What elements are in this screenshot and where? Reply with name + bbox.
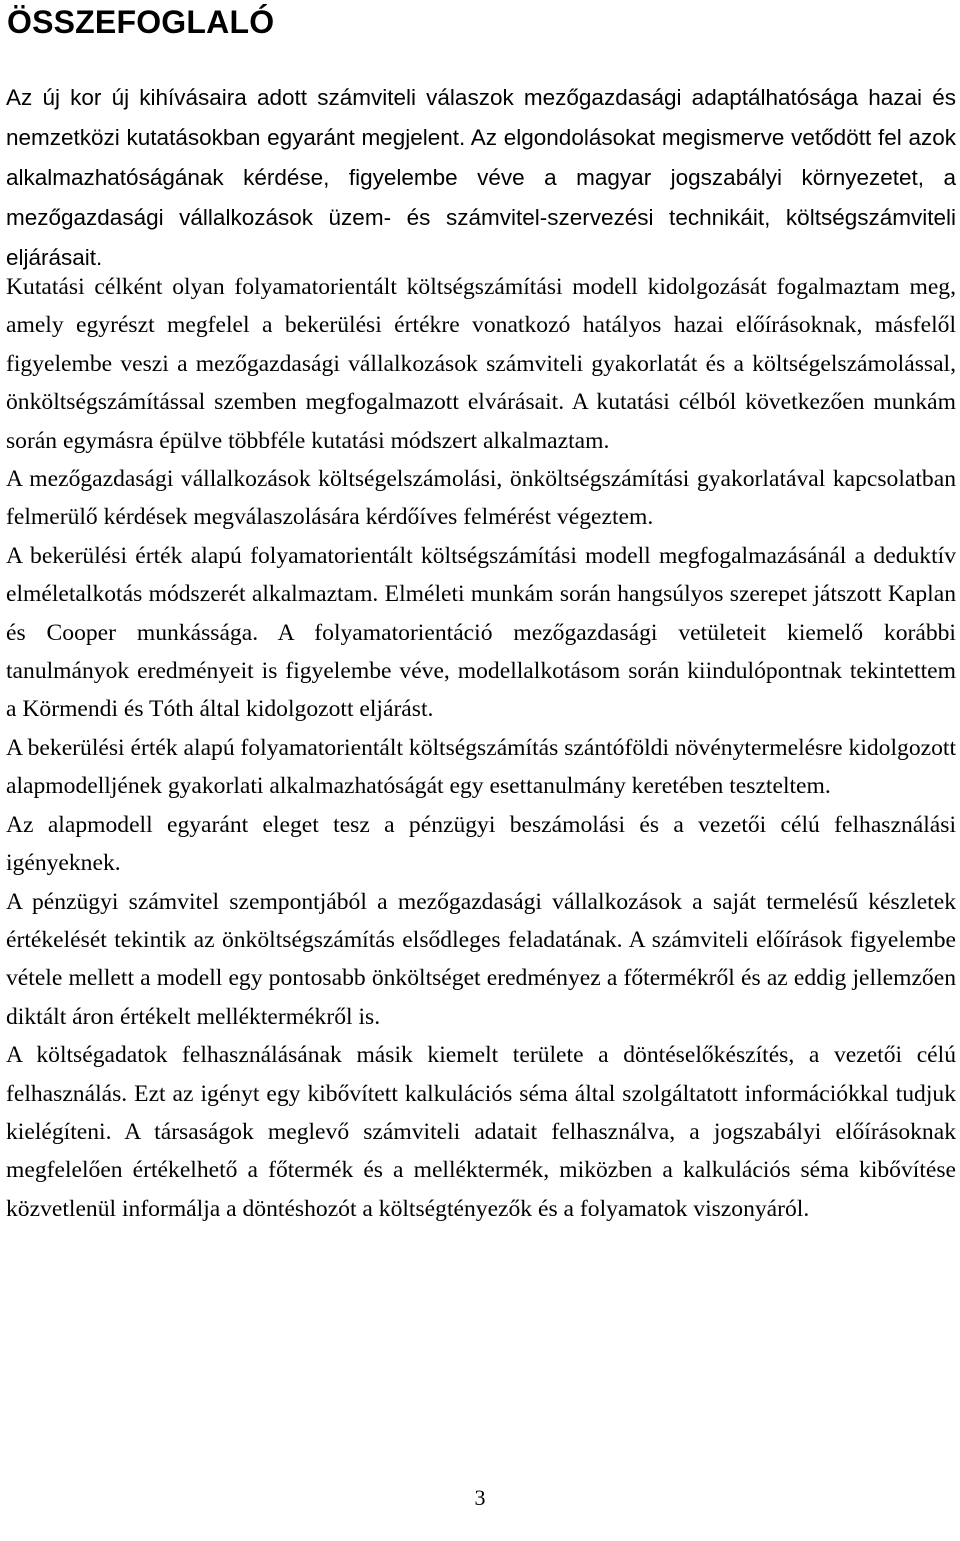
paragraph-base-model: Az alapmodell egyaránt eleget tesz a pénzügyi beszámolási és a vezetői célú felhasználási igényeknek.: [6, 811, 956, 877]
paragraph-decision-support: A költségadatok felhasználásának másik kiemelt területe a döntéselőkészítés, a vezetői célú felhasználás. Ezt az igényt egy kibővített kalkulációs séma által szolgáltatott információkkal tudjuk kielégíteni. A társaságok meglevő számviteli adatait felhasználva, a jogszabályi előírásoknak megfelelően értékelhető a főtermék és a melléktermék, miközben a kalkulációs séma kibővítése közvetlenül informálja a döntéshozót a költségtényezők és a folyamatok viszonyáról.: [6, 1042, 956, 1222]
paragraph-financial-accounting: A pénzügyi számvitel szempontjából a mezőgazdasági vállalkozások a saját termelésű készletek értékelését tekintik az önköltségszámítás elsődleges feladatának. A számviteli előírások figyelembe vétele mellett a modell egy pontosabb önköltséget eredményez a főtermékről és az eddig jellemzően diktált áron értékelt melléktermékről is.: [6, 888, 956, 1030]
paragraph-model-method: A bekerülési érték alapú folyamatorientált költségszámítási modell megfogalmazásánál a deduktív elméletalkotás módszerét alkalmaztam. Elméleti munkám során hangsúlyos szerepet játszott Kaplan és Cooper munkássága. A folyamatorientáció mezőgazdasági vetületeit kiemelő korábbi tanulmányok eredményeit is figyelembe véve, modellalkotásom során kiindulópontnak tekintettem a Körmendi és Tóth által kidolgozott eljárást.: [6, 542, 956, 723]
page-title: ÖSSZEFOGLALÓ: [7, 4, 275, 40]
paragraph-case-study: A bekerülési érték alapú folyamatorientált költségszámítás szántóföldi növénytermelésre kidolgozott alapmodelljének gyakorlati alkalmazhatóságát egy esettanulmány keretében teszteltem.: [6, 734, 957, 800]
paragraph-research-goal: Kutatási célként olyan folyamatorientált költségszámítási modell kidolgozását fogalmaztam meg, amely egyrészt megfelel a bekerülési értékre vonatkozó hatályos hazai előírásoknak, másfelől figyelembe veszi a mezőgazdasági vállalkozások számviteli gyakorlatát és a költségelszámolással, önköltségszámítással szemben megfogalmazott elvárásait. A kutatási célból következően munkám során egymásra épülve többféle kutatási módszert alkalmaztam.: [6, 274, 956, 454]
paragraph-survey: A mezőgazdasági vállalkozások költségelszámolási, önköltségszámítási gyakorlatával kapcsolatban felmerülő kérdések megválaszolására kérdőíves felmérést végeztem.: [6, 466, 956, 531]
intro-paragraph: Az új kor új kihívásaira adott számviteli válaszok mezőgazdasági adaptálhatósága hazai és nemzetközi kutatásokban egyaránt megjelent. Az elgondolásokat megismerve vetődött fel azok alkalmazhatóságának kérdése, figyelembe véve a magyar jogszabályi környezetet, a mezőgazdasági vállalkozások üzem- és számvitel-szervezési technikáit, költségszámviteli eljárásait.: [6, 85, 956, 270]
body-paragraphs: [6, 268, 956, 1228]
page-number: 3: [474, 1485, 486, 1510]
